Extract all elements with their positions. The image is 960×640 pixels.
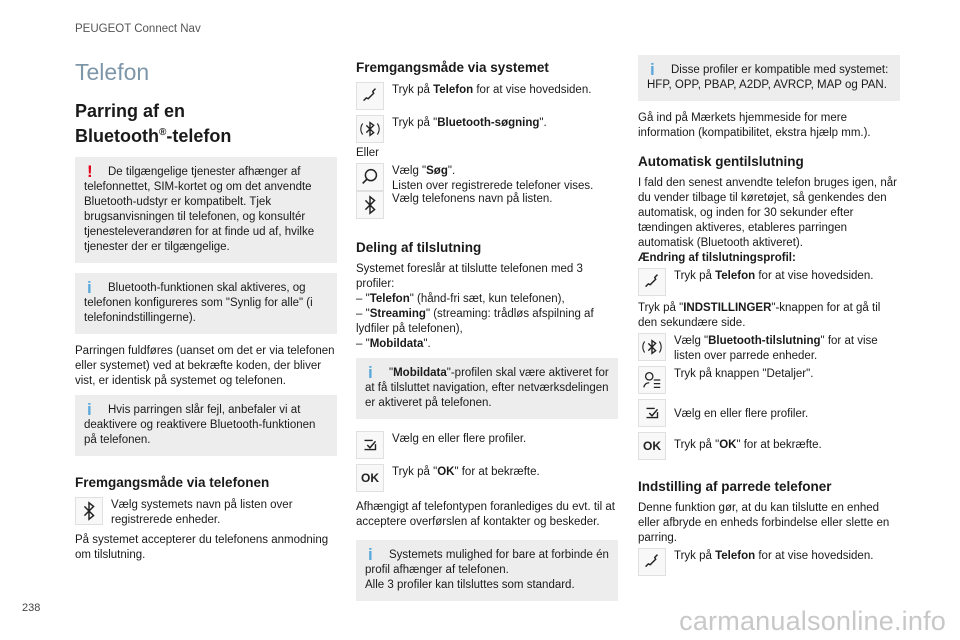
watermark: carmanualsonline.info	[679, 606, 946, 636]
checkbox-icon	[356, 431, 384, 459]
info-icon: i	[368, 545, 373, 564]
step-press-phone: Tryk på Telefon for at vise hovedsiden.	[356, 82, 618, 110]
step-select-profiles: Vælg en eller flere profiler.	[356, 431, 618, 459]
subheading-via-system: Fremgangsmåde via systemet	[356, 60, 549, 75]
ok-icon: OK	[356, 464, 384, 492]
step-details: Tryk på knappen "Detaljer".	[638, 366, 900, 394]
info-note-compatible: i Disse profiler er kompatible med systemet: HFP, OPP, PBAP, A2DP, AVRCP, MAP og PAN.	[638, 55, 900, 101]
ok-icon: OK	[638, 432, 666, 460]
step-press-phone-3: Tryk på Telefon for at vise hovedsiden.	[638, 548, 900, 576]
profile-telefon: – "Telefon" (hånd-fri sæt, kun telefonen),	[356, 293, 565, 305]
page-number: 238	[22, 602, 41, 614]
info-note-bluetooth: i Bluetooth-funktionen skal aktiveres, og telefonen konfigureres som "Synlig for alle" (i telefonindstillingerne).	[75, 273, 337, 334]
info-note-profiles: i Systemets mulighed for bare at forbinde én profil afhænger af telefonen. Alle 3 profiler kan tilsluttes som standard.	[356, 540, 618, 601]
profile-streaming: – "Streaming" (streaming: trådløs afspilning af lydfiler på telefonen),	[356, 308, 594, 335]
step-select-phone: Vælg telefonens navn på listen.	[356, 191, 618, 219]
warning-exclamation-icon: !	[87, 162, 93, 181]
column-3: i Disse profiler er kompatible med systemet: HFP, OPP, PBAP, A2DP, AVRCP, MAP og PAN. Gå ind på Mærkets hjemmeside for mere information (kompatibilitet, ekstra hjælp mm.). Automatisk gentilslutning I fald den senest anvendte telefon bruges igen, når du vender tilbage til køretøjet, så genkendes den automatisk, og inden for 30 sekunder efter tændingen aktiveres, etableres parringen automatisk (Bluetooth aktiveret). Ændring af tilslutningsprofil: Tryk på Telefon for at vise hovedsiden. Tryk på "INDSTILLINGER"-knappen for at gå til den sekundære side. Vælg "Bluetooth-tilslutning" for at vise listen over parrede enheder. Tryk på knappen "Detaljer". Vælg en eller flere profiler. OK Tryk på "OK" for at bekræfte. Indstilling af parrede telefoner Denne funktion gør, at du kan tilslutte en enhed eller afbryde en enheds forbindelse eller slette en parring. Tryk på Telefon for at vise hovedsiden.	[638, 55, 900, 581]
subheading-sharing: Deling af tilslutning	[356, 240, 482, 255]
step-press-phone-2: Tryk på Telefon for at vise hovedsiden.	[638, 268, 900, 296]
warning-note: ! De tilgængelige tjenester afhænger af telefonnettet, SIM-kortet og om det anvendte Bluetooth-udstyr er kompatibelt. Tjek brugsanvisningen til telefonen, og konsultér tjenesteleverandøren for at finde ud af, hvilke tjenester der er tilgængelige.	[75, 157, 337, 263]
step-bluetooth-connection: Vælg "Bluetooth-tilslutning" for at vise listen over parrede enheder.	[638, 333, 900, 364]
column-2: Fremgangsmåde via systemet Tryk på Telefon for at vise hovedsiden. Tryk på "Bluetooth-søgning". Eller Vælg "Søg". Listen over registrerede telefoner vises. Vælg telefonens navn på listen. Deling af tilslutning Systemet foreslår at tilslutte telefonen med 3 profiler: – "Telefon" (hånd-fri sæt, kun telefonen), – "Streaming" (streaming: trådløs afspilning af lydfiler på telefonen), – "Mobildata". i "Mobildata"-profilen skal være aktiveret for at få tilsluttet navigation, efter netværksdelingen er aktiveret på telefonen. Vælg en eller flere profiler. OK Tryk på "OK" for at bekræfte. Afhængigt af telefontypen foranlediges du evt. til at acceptere overførslen af kontakter og beskeder. i Systemets mulighed for bare at forbinde én profil afhænger af telefonen. Alle 3 profiler kan tilsluttes som standard.	[356, 55, 618, 611]
or-label: Eller	[356, 147, 380, 159]
phone-handset-icon	[638, 268, 666, 296]
step-bluetooth-search: Tryk på "Bluetooth-søgning".	[356, 115, 618, 143]
bluetooth-icon	[75, 497, 103, 525]
bluetooth-search-icon	[356, 115, 384, 143]
info-note-mobildata: i "Mobildata"-profilen skal være aktiveret for at få tilsluttet navigation, efter netværksdelingen er aktiveret på telefonen.	[356, 358, 618, 419]
subheading-paired-phones: Indstilling af parrede telefoner	[638, 479, 832, 494]
details-list-icon	[638, 366, 666, 394]
info-note-failure: i Hvis parringen slår fejl, anbefaler vi at deaktivere og reaktivere Bluetooth-funktionen på telefonen.	[75, 395, 337, 456]
info-icon: i	[368, 363, 373, 382]
step-select-system: Vælg systemets navn på listen over registrerede enheder.	[75, 497, 337, 528]
bluetooth-search-icon	[638, 333, 666, 361]
page-title: Telefon	[75, 59, 150, 85]
step-search: Vælg "Søg". Listen over registrerede telefoner vises.	[356, 163, 618, 194]
column-1	[75, 55, 337, 569]
info-icon: i	[87, 400, 92, 419]
subheading-auto-reconnect: Automatisk gentilslutning	[638, 154, 804, 169]
section-heading-pairing: Parring af en Bluetooth®-telefon	[75, 101, 232, 146]
step-confirm-ok: OK Tryk på "OK" for at bekræfte.	[356, 464, 618, 492]
paragraph-code: Parringen fuldføres (uanset om det er via telefonen eller systemet) ved at bekræfte koden, der bliver vist, er identisk på systemet og telefonen.	[75, 345, 335, 387]
checkbox-icon	[638, 399, 666, 427]
step-select-profiles-2: Vælg en eller flere profiler.	[638, 399, 900, 427]
paragraph-accept: På systemet accepterer du telefonens anmodning om tilslutning.	[75, 534, 329, 561]
phone-handset-icon	[638, 548, 666, 576]
step-confirm-ok-2: OK Tryk på "OK" for at bekræfte.	[638, 432, 900, 460]
page-header: PEUGEOT Connect Nav	[75, 23, 201, 35]
subheading-via-phone: Fremgangsmåde via telefonen	[75, 475, 270, 490]
info-icon: i	[87, 278, 92, 297]
info-icon: i	[650, 60, 655, 79]
magnifier-icon	[356, 163, 384, 191]
profile-mobildata: – "Mobildata".	[356, 338, 431, 350]
phone-handset-icon	[356, 82, 384, 110]
bluetooth-icon	[356, 191, 384, 219]
